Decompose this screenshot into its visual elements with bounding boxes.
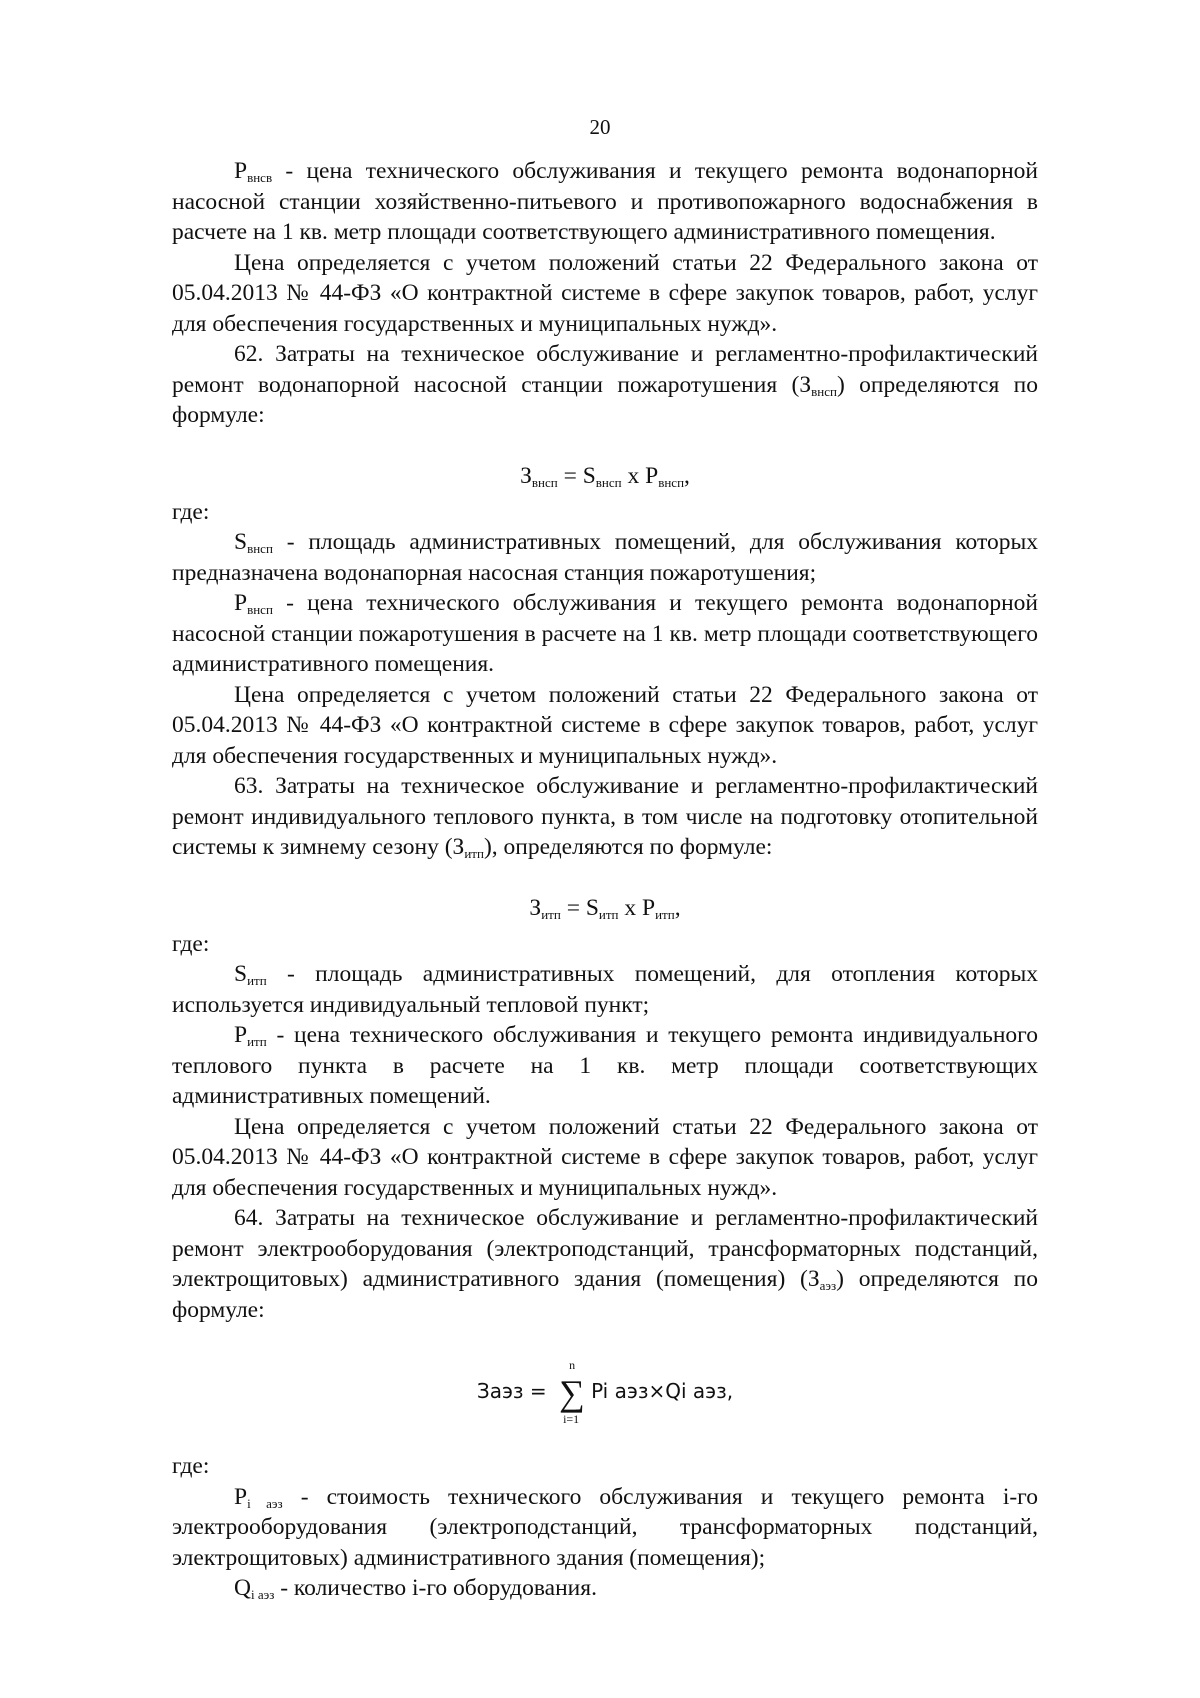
formula-vnsp [172, 461, 1038, 491]
subscript: внсп [247, 541, 273, 556]
formula-itp [172, 893, 1038, 923]
formula-aez [172, 1357, 1038, 1426]
where-label: где: [172, 930, 210, 957]
paragraph-area-vnsp [172, 527, 1038, 588]
paragraph-price-itp [172, 1020, 1038, 1112]
subscript: итп [541, 906, 561, 922]
paragraph-text: - площадь административных помещений, для отопления которых используется индивидуальный тепловой пункт; [172, 961, 1038, 1018]
paragraph-text: - стоимость технического обслуживания и текущего ремонта i-го электрооборудования (электроподстанций, трансформаторных подстанций, электрощитовых) административного здания (помещения); [172, 1483, 1038, 1571]
paragraph-text: ) определяются по формуле: [172, 1266, 1038, 1323]
summation-sign [557, 1357, 587, 1426]
formula-term: S [582, 462, 596, 489]
subscript: итп [655, 906, 675, 922]
subscript: внсп [595, 474, 622, 490]
subscript: итп [598, 906, 619, 922]
paragraph-62 [172, 339, 1038, 431]
paragraph-text: 64. Затраты на техническое обслуживание и регламентно-профилактический ремонт электрооборудования (электроподстанций, трансформаторных подстанций, электрощитовых) административного здания (помещения) (З [172, 1205, 1038, 1292]
paragraph-text: - цена технического обслуживания и текущего ремонта водонапорной насосной станции пожаротушения в расчете на 1 кв. метр площади соответствующего административного помещения. [172, 590, 1038, 677]
sigma-symbol: ∑ [559, 1372, 585, 1413]
subscript: внсп [811, 383, 837, 399]
paragraph-price-note: Цена определяется с учетом положений статьи 22 Федерального закона от 05.04.2013 № 44-ФЗ «О контрактной системе в сфере закупок товаров, работ, услуг для обеспечения государственных и муниципальных нужд». [172, 681, 1038, 769]
formula-term: З [520, 462, 532, 489]
formula-term: Заэз [476, 1379, 524, 1403]
paragraph-text: - цена технического обслуживания и текущего ремонта водонапорной насосной станции хозяйственно-питьевого и противопожарного водоснабжения в расчете на 1 кв. метр площади соответствующего административного помещения. [172, 158, 1038, 245]
page-number: 20 [589, 115, 611, 139]
symbol: Р [234, 158, 248, 184]
paragraph-64 [172, 1203, 1038, 1325]
paragraph-text: - площадь административных помещений, для обслуживания которых предназначена водонапорная насосная станция пожаротушения; [172, 529, 1038, 586]
formula-term: З [529, 894, 542, 921]
symbol: Р [234, 1483, 248, 1510]
formula-operator: x [618, 894, 643, 921]
paragraph-price-note: Цена определяется с учетом положений статьи 22 Федерального закона от 05.04.2013 № 44-ФЗ «О контрактной системе в сфере закупок товаров, работ, услуг для обеспечения государственных и муниципальных нужд». [172, 249, 1038, 337]
subscript: итп [247, 1034, 267, 1049]
where-label: где: [172, 1453, 210, 1479]
paragraph-63 [172, 771, 1038, 863]
formula-punct: , [674, 894, 681, 921]
subscript: итп [247, 973, 267, 988]
subscript: аэз [819, 1278, 837, 1293]
summation-upper: n [569, 1357, 576, 1372]
paragraph-price-note: Цена определяется с учетом положений статьи 22 Федерального закона от 05.04.2013 № 44-ФЗ «О контрактной системе в сфере закупок товаров, работ, услуг для обеспечения государственных и муниципальных нужд». [172, 1113, 1038, 1201]
paragraph-cost-aez [172, 1482, 1038, 1574]
formula-term: Р [645, 462, 659, 489]
symbol: Р [234, 1022, 248, 1048]
paragraph-text: ), определяются по формуле: [483, 834, 773, 860]
formula-term: Р [642, 894, 656, 921]
subscript: i аэз [250, 1587, 275, 1602]
formula-punct: , [684, 462, 690, 489]
paragraph-text: - количество i-го оборудования. [274, 1575, 597, 1601]
document-body [172, 156, 1038, 1604]
subscript: внсп [247, 602, 273, 617]
subscript: i аэз [247, 1495, 283, 1511]
formula-operator: = [557, 462, 583, 489]
formula-operator: = [523, 1379, 554, 1403]
subscript: внсв [247, 170, 273, 185]
paragraph-text: 62. Затраты на техническое обслуживание и регламентно-профилактический ремонт водонапорной насосной станции пожаротушения (З [172, 341, 1038, 398]
paragraph-text: ) определяются по формуле: [172, 371, 1038, 428]
paragraph-text: 63. Затраты на техническое обслуживание и регламентно-профилактический ремонт индивидуального теплового пункта, в том числе на подготовку отопительной системы к зимнему сезону (З [172, 773, 1038, 860]
formula-operator: x [621, 462, 646, 489]
paragraph-price-vnsp [172, 588, 1038, 680]
subscript: итп [464, 846, 484, 861]
paragraph-area-itp [172, 959, 1038, 1020]
paragraph-text: - цена технического обслуживания и текущего ремонта индивидуального теплового пункта в расчете на 1 кв. метр площади соответствующих административных помещений. [172, 1022, 1038, 1109]
subscript: внсп [531, 474, 558, 490]
symbol: Q [234, 1575, 251, 1601]
paragraph-quantity-aez [172, 1573, 1038, 1604]
summation-lower: i=1 [563, 1411, 580, 1426]
formula-operator: = [560, 894, 586, 921]
subscript: внсп [658, 474, 685, 490]
symbol: Р [234, 590, 248, 616]
formula-term: Pi аэз×Qi аэз, [591, 1379, 734, 1403]
where-label: где: [172, 498, 210, 525]
symbol: S [234, 961, 248, 987]
paragraph-price-vnsv [172, 156, 1038, 248]
symbol: S [234, 529, 248, 555]
formula-term: S [585, 894, 599, 921]
